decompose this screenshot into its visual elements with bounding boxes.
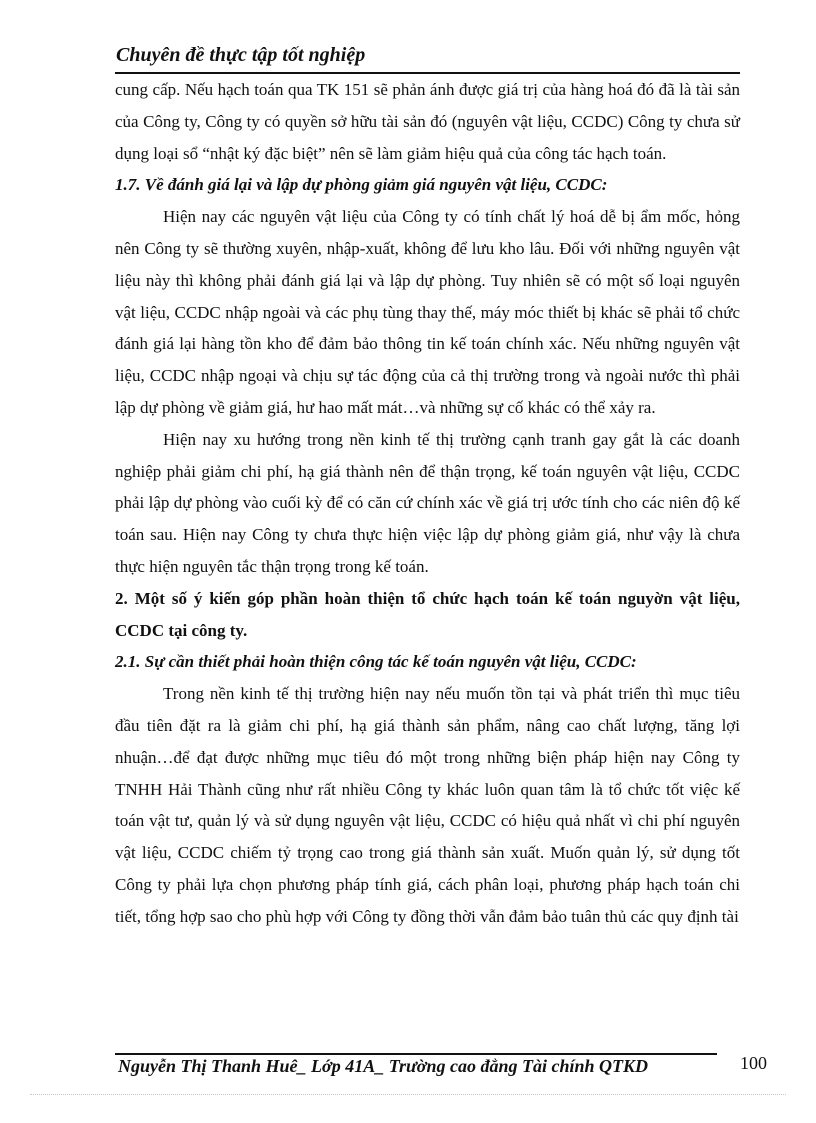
page-bottom-border: [30, 1094, 786, 1095]
paragraph-1-7-a: Hiện nay các nguyên vật liệu của Công ty có tính chất lý hoá dễ bị ẩm mốc, hỏng nên Công ty sẽ thường xuyên, nhập-xuất, không để lưu kho lâu. Đối với những nguyên vật liệu này thì không phải đánh giá lại và lập dự phòng. Tuy nhiên sẽ có một số loại nguyên vật liệu, CCDC nhập ngoài và các phụ tùng thay thế, máy móc thiết bị khác sẽ phải tổ chức đánh giá lại hàng tồn kho để đảm bảo thông tin kế toán chính xác. Nếu những nguyên vật liệu, CCDC nhập ngoại và chịu sự tác động của cả thị trường trong và ngoài nước thì phải lập dự phòng về giảm giá, hư hao mất mát…và những sự cố khác có thể xảy ra.: [115, 207, 740, 417]
document-header-title: Chuyên đề thực tập tốt nghiệp: [116, 44, 366, 66]
paragraph-2-1: Trong nền kinh tế thị trường hiện nay nếu muốn tồn tại và phát triển thì mục tiêu đầu tiên đặt ra là giảm chi phí, hạ giá thành sản phẩm, nâng cao chất lượng, tăng lợi nhuận…để đạt được những mục tiêu đó một trong những biện pháp hiện nay Công ty TNHH Hải Thành cũng như rất nhiều Công ty khác luôn quan tâm là tổ chức tốt việc kế toán vật tư, quản lý và sử dụng nguyên vật liệu, CCDC có hiệu quả nhất vì chi phí nguyên vật liệu, CCDC chiếm tỷ trọng cao trong giá thành sản xuất. Muốn quản lý, sử dụng tốt Công ty phải lựa chọn phương pháp tính giá, cách phân loại, phương pháp hạch toán chi tiết, tổng hợp sao cho phù hợp với Công ty đồng thời vẫn đảm bảo tuân thủ các quy định tài: [115, 684, 740, 926]
page-number: 100: [740, 1053, 767, 1073]
paragraph-1-7-b: Hiện nay xu hướng trong nền kinh tế thị trường cạnh tranh gay gắt là các doanh nghiệp phải giảm chi phí, hạ giá thành nên để thận trọng, kế toán nguyên vật liệu, CCDC phải lập dự phòng vào cuối kỳ để có căn cứ chính xác về giá trị ước tính cho các niên độ kế toán sau. Hiện nay Công ty chưa thực hiện việc lập dự phòng giảm giá, như vậy là chưa thực hiện nguyên tắc thận trọng trong kế toán.: [115, 429, 740, 576]
footer-author-line: Nguyễn Thị Thanh Huê_ Lớp 41A_ Trường cao đẳng Tài chính QTKD: [118, 1056, 648, 1076]
document-body: [115, 74, 740, 933]
section-heading-1-7: 1.7. Về đánh giá lại và lập dự phòng giảm giá nguyên vật liệu, CCDC:: [115, 175, 608, 195]
section-heading-2-1: 2.1. Sự cần thiết phải hoàn thiện công tác kế toán nguyên vật liệu, CCDC:: [115, 652, 637, 672]
paragraph-intro: cung cấp. Nếu hạch toán qua TK 151 sẽ phản ánh được giá trị của hàng hoá đó đã là tài sản của Công ty, Công ty có quyền sở hữu tài sản đó (nguyên vật liệu, CCDC) Công ty chưa sử dụng loại sổ “nhật ký đặc biệt” nên sẽ làm giảm hiệu quả của công tác hạch toán.: [115, 80, 740, 163]
footer-divider: [115, 1053, 717, 1055]
section-heading-2: 2. Một số ý kiến góp phần hoàn thiện tổ chức hạch toán kế toán nguyờn vật liệu, CCDC tại công ty.: [115, 588, 740, 640]
